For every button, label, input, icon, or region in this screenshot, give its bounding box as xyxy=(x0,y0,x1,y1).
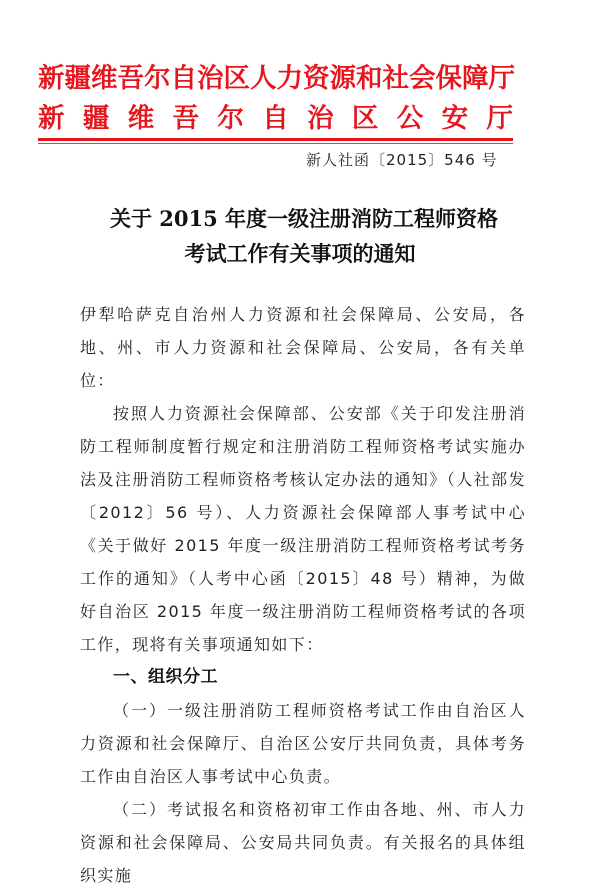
item-paragraph: （一）一级注册消防工程师资格考试工作由自治区人力资源和社会保障厅、自治区公安厅共同负责，具体考务工作由自治区人事考试中心负责。 xyxy=(80,701,526,786)
document-body xyxy=(80,298,526,892)
header-char: 自 xyxy=(262,103,289,134)
issuer-header-police xyxy=(38,96,513,135)
salutation: 伊犁哈萨克自治州人力资源和社会保障局、公安局，各地、州、市人力资源和社会保障局、公安局，各有关单位： xyxy=(80,305,526,390)
document-number: 新人社函〔2015〕546 号 xyxy=(306,151,498,169)
header-char: 区 xyxy=(351,103,379,134)
header-char: 公 xyxy=(396,103,424,134)
intro-paragraph: 按照人力资源社会保障部、公安部《关于印发注册消防工程师制度暂行规定和注册消防工程师资格考试实施办法及注册消防工程师资格考核认定办法的通知》（人社部发〔2012〕56 号）、人力资源社会保障部人事考试中心《关于做好 2015 年度一级注册消防工程师资格考试考务工作的通知》（人考中心函〔2015〕48 号）精神，为做好自治区 2015 年度一级注册消防工程师资格考试的各项工作，现将有关事项通知如下： xyxy=(80,404,526,654)
header-char: 安 xyxy=(441,103,469,134)
header-char: 维 xyxy=(127,103,155,134)
document-title-line1: 关于 2015 年度一级注册消防工程师资格 xyxy=(109,206,499,231)
header-char: 治 xyxy=(307,103,334,134)
red-divider-thick xyxy=(38,138,513,141)
header-char: 新 xyxy=(38,103,65,134)
header-char: 疆 xyxy=(82,103,110,134)
issuer-header-hrss: 新疆维吾尔自治区人力资源和社会保障厅 xyxy=(38,63,515,94)
section-heading: 一、组织分工 xyxy=(113,667,218,687)
red-divider-thin xyxy=(38,143,513,144)
header-char: 吾 xyxy=(172,103,200,134)
header-char: 尔 xyxy=(217,103,244,134)
document-title-line2: 考试工作有关事项的通知 xyxy=(184,241,416,266)
item-paragraph: （二）考试报名和资格初审工作由各地、州、市人力资源和社会保障局、公安局共同负责。有关报名的具体组织实施 xyxy=(80,800,526,885)
header-char: 厅 xyxy=(486,103,513,134)
